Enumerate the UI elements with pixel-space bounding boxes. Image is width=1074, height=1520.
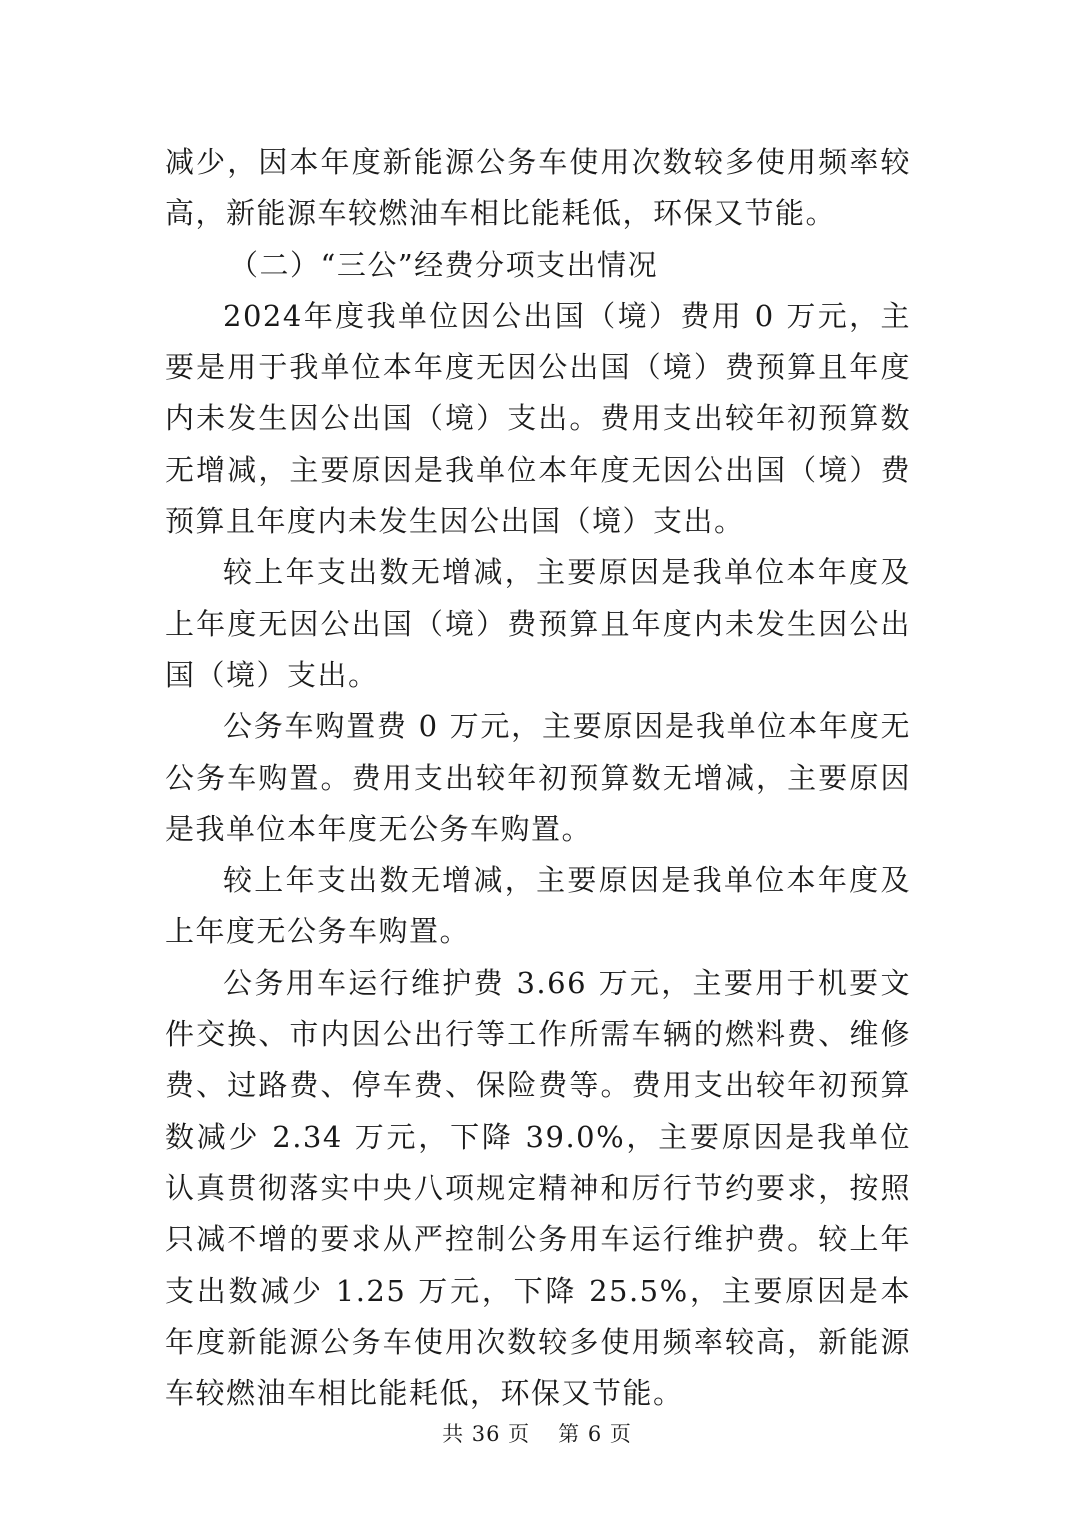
section-heading: （二）“三公”经费分项支出情况 bbox=[229, 247, 659, 282]
document-body bbox=[165, 137, 911, 1419]
paragraph-overseas-travel: 2024年度我单位因公出国（境）费用 0 万元，主要是用于我单位本年度无因公出国（境）费预算且年度内未发生因公出国（境）支出。费用支出较年初预算数无增减，主要原因是我单位本年度无因公出国（境）费预算且年度内未发生因公出国（境）支出。 bbox=[165, 298, 911, 539]
paragraph-continuation: 减少，因本年度新能源公务车使用次数较多使用频率较高，新能源车较燃油车相比能耗低，环保又节能。 bbox=[165, 145, 911, 231]
current-page-label: 第 6 页 bbox=[558, 1422, 632, 1446]
total-pages-label: 共 36 页 bbox=[442, 1422, 531, 1446]
paragraph-vehicle-purchase: 公务车购置费 0 万元，主要原因是我单位本年度无公务车购置。费用支出较年初预算数无增减，主要原因是我单位本年度无公务车购置。 bbox=[165, 709, 911, 846]
page-footer bbox=[0, 1419, 1074, 1449]
paragraph-overseas-travel-comparison: 较上年支出数无增减，主要原因是我单位本年度及上年度无因公出国（境）费预算且年度内未发生因公出国（境）支出。 bbox=[165, 555, 911, 692]
paragraph-vehicle-maintenance: 公务用车运行维护费 3.66 万元，主要用于机要文件交换、市内因公出行等工作所需车辆的燃料费、维修费、过路费、停车费、保险费等。费用支出较年初预算数减少 2.34 万元，下降 39.0%，主要原因是我单位认真贯彻落实中央八项规定精神和厉行节约要求，按照只减不增的要求从严控制公务用车运行维护费。较上年支出数减少 1.25 万元，下降 25.5%，主要原因是本年度新能源公务车使用次数较多使用频率较高，新能源车较燃油车相比能耗低，环保又节能。 bbox=[165, 965, 911, 1411]
paragraph-vehicle-purchase-comparison: 较上年支出数无增减，主要原因是我单位本年度及上年度无公务车购置。 bbox=[165, 863, 911, 949]
